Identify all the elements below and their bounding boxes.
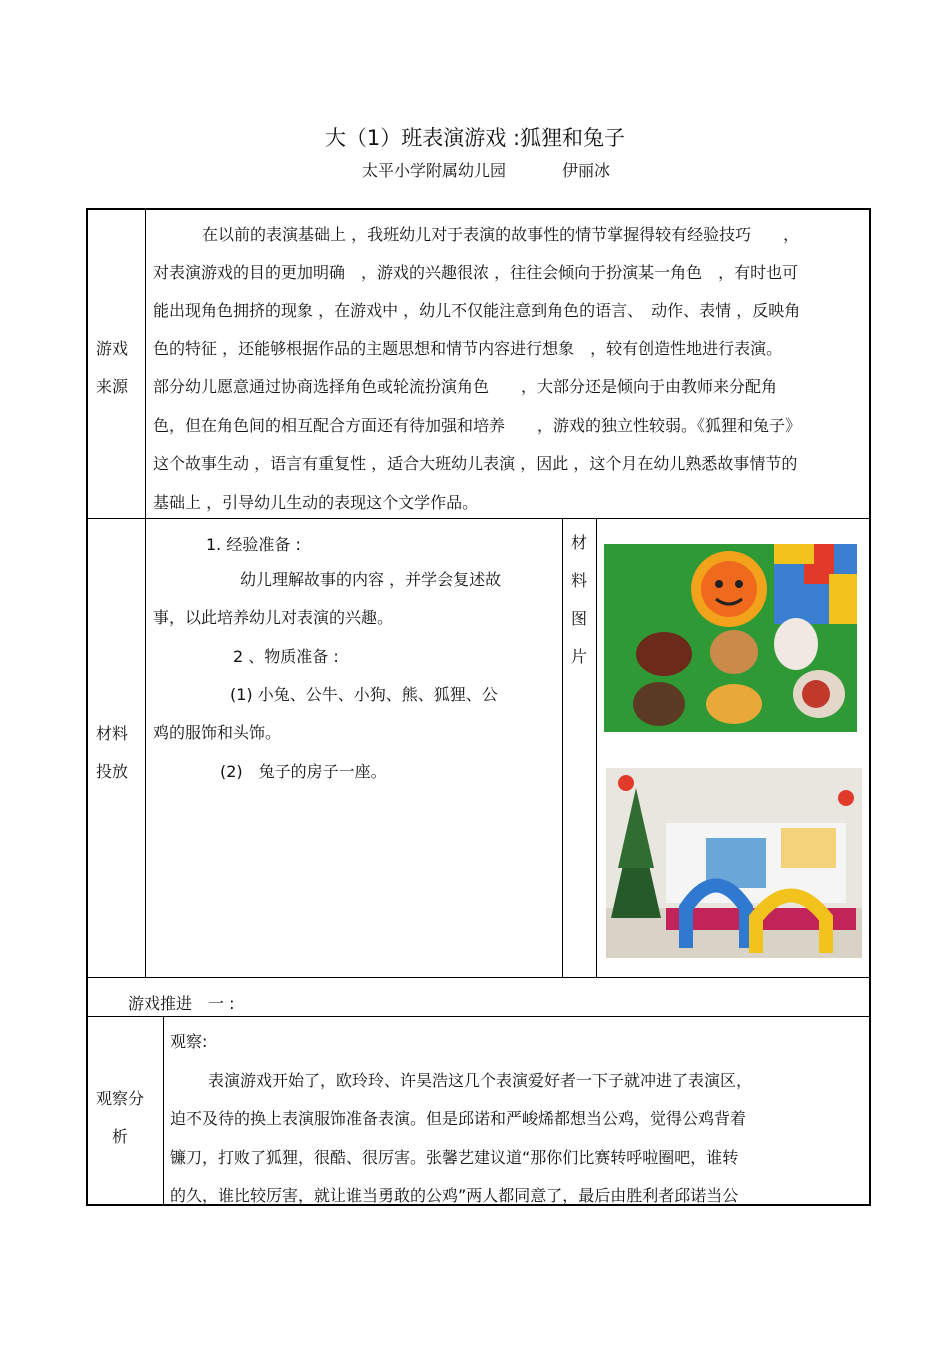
observation-text-line: 观察: xyxy=(170,1032,208,1051)
play-area-photo xyxy=(606,768,862,958)
masks-photo xyxy=(604,544,857,732)
source-text-line: 能出现角色拥挤的现象 ，在游戏中 ，幼儿不仅能注意到角色的语言、 动作、表情 ，反映角 xyxy=(153,301,801,320)
progress-label: 游戏推进 一 : xyxy=(128,994,235,1013)
observation-text-line: 表演游戏开始了，欧玲玲、许昊浩这几个表演爱好者一下子就冲进了表演区， xyxy=(208,1071,753,1090)
source-text-line: 色，但在角色间的相互配合方面还有待加强和培养 ，游戏的独立性较弱。《狐狸和兔子》 xyxy=(153,416,802,435)
author-name: 伊丽冰 xyxy=(562,161,611,180)
plan-table xyxy=(86,208,871,1206)
materials-text-line: 幼儿理解故事的内容 ，并学会复述故 xyxy=(240,570,502,589)
picture-label: 材 料 图 片 xyxy=(570,533,587,666)
source-text-line: 部分幼儿愿意通过协商选择角色或轮流扮演角色 ，大部分还是倾向于由教师来分配角 xyxy=(153,377,778,396)
page-title: 大（1）班表演游戏 :狐狸和兔子 xyxy=(324,126,626,150)
row-divider xyxy=(88,1016,871,1017)
source-text-line: 在以前的表演基础上 ，我班幼儿对于表演的故事性的情节掌握得较有经验技巧 ， xyxy=(202,225,800,244)
source-text-line: 色的特征 ，还能够根据作品的主题思想和情节内容进行想象 ，较有创造性地进行表演。 xyxy=(153,339,783,358)
column-divider xyxy=(596,518,597,977)
observation-text-line: 镰刀，打败了狐狸，很酷、很厉害。张馨艺建议道“那你们比赛转呼啦圈吧，谁转 xyxy=(170,1148,739,1167)
row-divider xyxy=(88,518,871,519)
column-divider xyxy=(145,210,146,977)
column-divider xyxy=(562,518,563,977)
source-text-line: 这个故事生动 ，语言有重复性 ，适合大班幼儿表演 ，因此 ，这个月在幼儿熟悉故事情节的 xyxy=(153,454,798,473)
row-divider xyxy=(88,977,871,978)
source-label: 游戏 来源 xyxy=(96,339,129,396)
materials-text-line: (2) 兔子的房子一座。 xyxy=(220,762,387,781)
observation-text-line: 的久，谁比较厉害，就让谁当勇敢的公鸡”两人都同意了，最后由胜利者邱诺当公 xyxy=(170,1186,739,1205)
school-name: 太平小学附属幼儿园 xyxy=(362,161,507,180)
materials-text-line: 2 、物质准备 : xyxy=(233,647,339,666)
materials-text-line: 鸡的服饰和头饰。 xyxy=(153,723,282,742)
column-divider xyxy=(163,1016,164,1206)
observation-label: 观察分 析 xyxy=(96,1089,145,1146)
materials-text-line: 1. 经验准备 : xyxy=(206,535,301,554)
source-text-line: 基础上 ，引导幼儿生动的表现这个文学作品。 xyxy=(153,493,479,512)
materials-text-line: 事，以此培养幼儿对表演的兴趣。 xyxy=(153,608,394,627)
observation-text-line: 迫不及待的换上表演服饰准备表演。但是邱诺和严峻烯都想当公鸡，觉得公鸡背着 xyxy=(170,1109,747,1128)
materials-label: 材料 投放 xyxy=(96,724,129,781)
materials-text-line: (1) 小兔、公牛、小狗、熊、狐狸、公 xyxy=(230,685,498,704)
source-text-line: 对表演游戏的目的更加明确 ，游戏的兴趣很浓 ，往往会倾向于扮演某一角色 ，有时也可 xyxy=(153,263,799,282)
